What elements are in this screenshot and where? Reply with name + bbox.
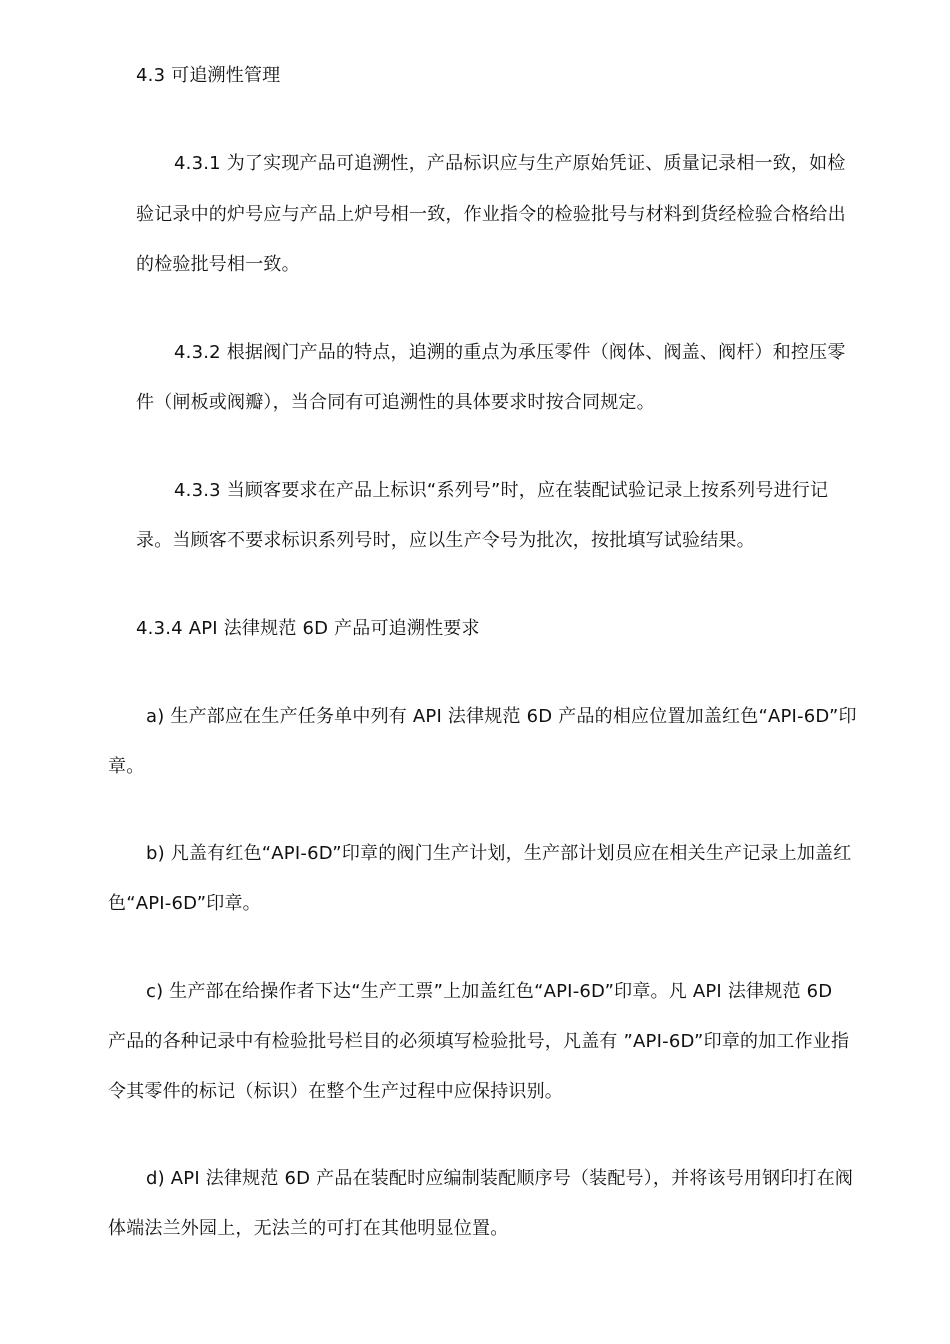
paragraph-line: 录。当顾客不要求标识系列号时，应以生产令号为批次，按批填写试验结果。: [136, 530, 755, 551]
list-item-line: 令其零件的标记（标识）在整个生产过程中应保持识别。: [108, 1081, 563, 1102]
list-item-line: d) API 法律规范 6D 产品在装配时应编制装配顺序号（装配号），并将该号用钢印打在阀: [146, 1168, 854, 1189]
paragraph-line: 件（闸板或阀瓣），当合同有可追溯性的具体要求时按合同规定。: [136, 392, 655, 413]
list-item-line: a) 生产部应在生产任务单中列有 API 法律规范 6D 产品的相应位置加盖红色“API-6D”印: [146, 706, 857, 727]
paragraph-line: 4.3.2 根据阀门产品的特点，追溯的重点为承压零件（阀体、阀盖、阀杆）和控压零: [174, 342, 846, 363]
paragraph-line: 验记录中的炉号应与产品上炉号相一致，作业指令的检验批号与材料到货经检验合格给出: [136, 204, 846, 225]
list-item-line: 产品的各种记录中有检验批号栏目的必须填写检验批号，凡盖有 ”API-6D”印章的加工作业指: [108, 1031, 850, 1052]
paragraph-line: 的检验批号相一致。: [136, 254, 300, 275]
list-item-line: 体端法兰外园上，无法兰的可打在其他明显位置。: [108, 1218, 509, 1239]
paragraph-line: 4.3.1 为了实现产品可追溯性，产品标识应与生产原始凭证、质量记录相一致，如检: [174, 153, 846, 174]
subsection-heading-4-3-4: 4.3.4 API 法律规范 6D 产品可追溯性要求: [136, 618, 480, 639]
paragraph-line: 4.3.3 当顾客要求在产品上标识“系列号”时，应在装配试验记录上按系列号进行记: [174, 480, 829, 501]
list-item-line: b) 凡盖有红色“API-6D”印章的阀门生产计划，生产部计划员应在相关生产记录上加盖红: [146, 843, 852, 864]
list-item-line: c) 生产部在给操作者下达“生产工票”上加盖红色“API-6D”印章。凡 API 法律规范 6D: [146, 981, 833, 1002]
list-item-line: 章。: [108, 756, 145, 777]
list-item-line: 色“API-6D”印章。: [108, 893, 261, 914]
section-heading: 4.3 可追溯性管理: [136, 65, 281, 86]
